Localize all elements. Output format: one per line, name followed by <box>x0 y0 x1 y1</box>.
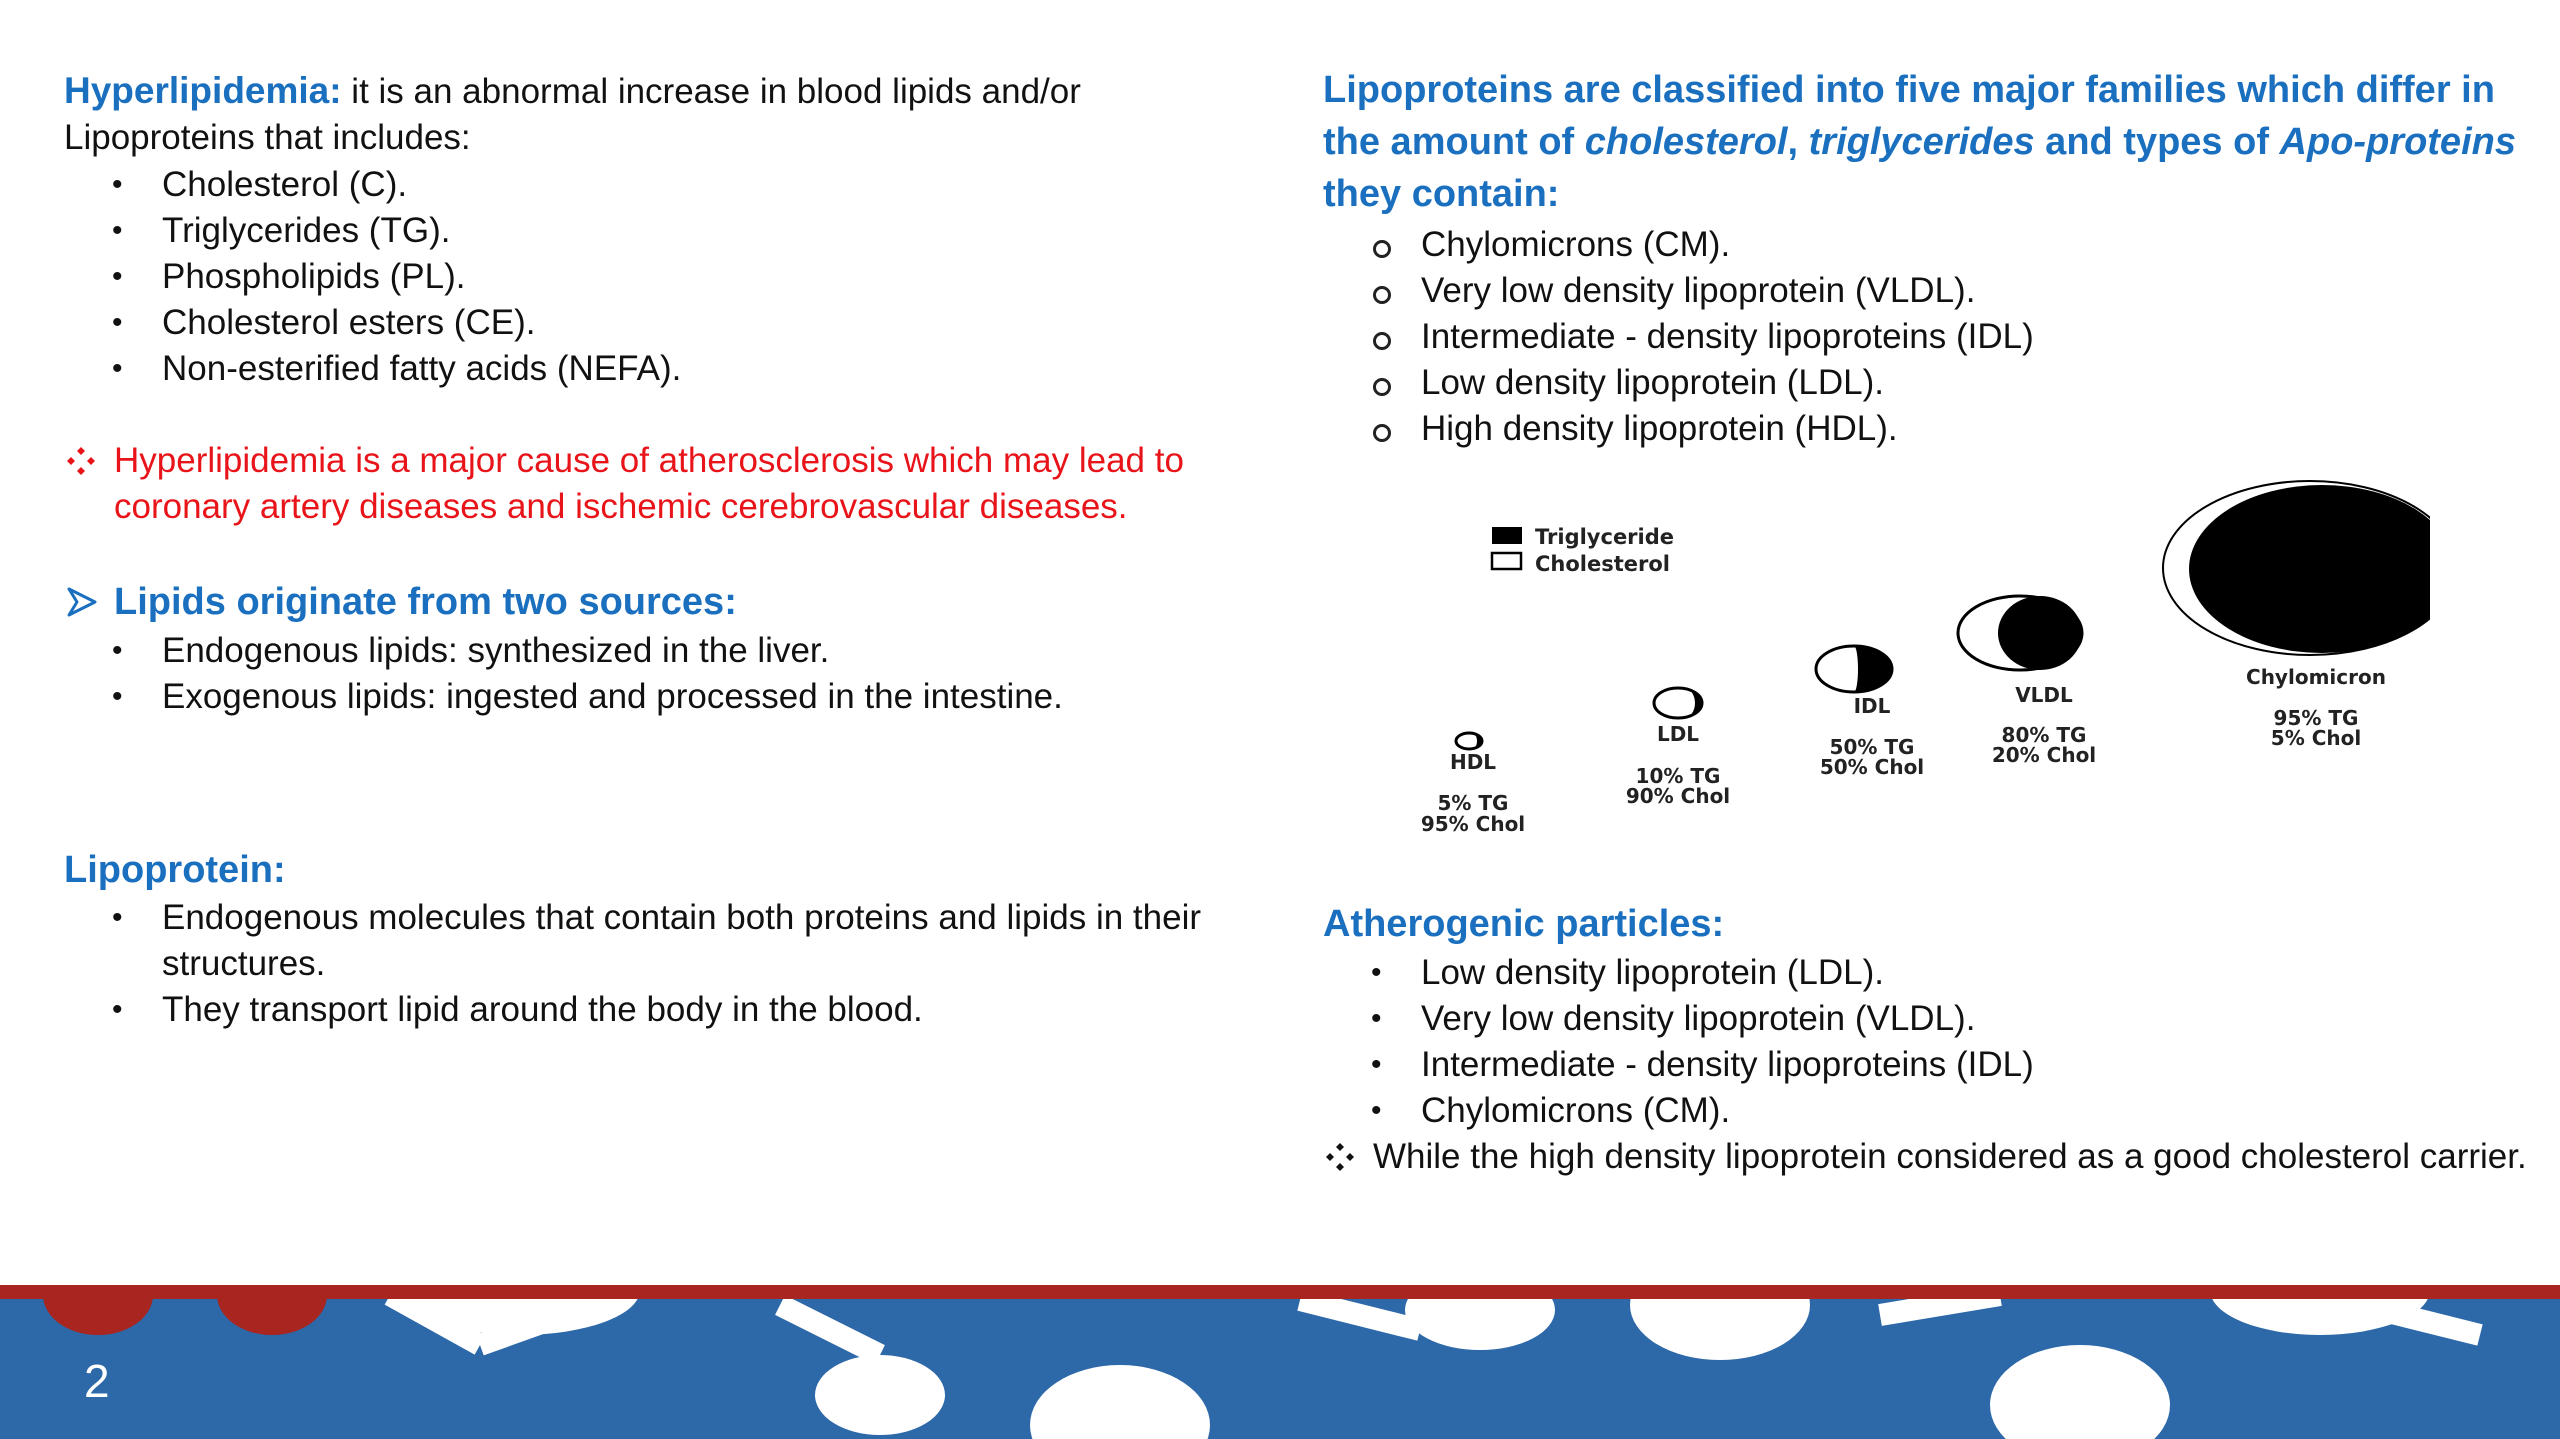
chylomicron-tg-label: 95% TG <box>2273 706 2359 730</box>
list-item: • They transport lipid around the body in the blood. <box>64 987 1264 1033</box>
hdl-note <box>1323 1134 2558 1180</box>
idl-chol-label: 50% Chol <box>1819 755 1925 779</box>
triglyceride-legend-label: Triglyceride <box>1535 525 1675 549</box>
hyperlipidemia-term: Hyperlipidemia: <box>64 70 342 111</box>
lipoprotein-item-1-line-1: Endogenous molecules that contain both proteins and lipids in their <box>162 898 1202 937</box>
vldl-chol-label: 20% Chol <box>1991 743 2097 767</box>
families-line-2a: the amount of <box>1323 121 1585 163</box>
lipoprotein-composition-diagram <box>1380 465 2430 845</box>
hyperlipidemia-definition-text: it is an abnormal increase in blood lipids and/or <box>341 72 1081 111</box>
diamond-bullet-icon <box>66 446 96 476</box>
lipoprotein-item-1-line-2: structures. <box>162 944 326 983</box>
list-item: High density lipoprotein (HDL). <box>1323 406 2553 452</box>
vldl-particle-icon <box>1958 596 2082 670</box>
families-heading <box>1323 64 2553 220</box>
chylomicron-label: Chylomicron <box>2246 665 2386 689</box>
families-apoproteins-term: Apo-proteins <box>2279 121 2516 163</box>
chylomicron-particle-icon <box>2163 481 2430 655</box>
lipid-sources-list <box>64 628 1264 720</box>
idl-particle-icon <box>1816 646 1892 692</box>
lipoprotein-heading: Lipoprotein: <box>64 849 286 891</box>
list-item: Low density lipoprotein (LDL). <box>1323 360 2553 406</box>
ldl-label: LDL <box>1656 722 1700 746</box>
warning-note <box>64 438 1264 530</box>
lipid-types-list <box>64 162 1264 392</box>
atherogenic-heading: Atherogenic particles: <box>1323 903 1725 945</box>
page-number: 2 <box>84 1355 110 1407</box>
hdl-label: HDL <box>1449 750 1497 774</box>
cholesterol-legend-swatch <box>1492 553 1521 569</box>
cholesterol-legend-label: Cholesterol <box>1535 552 1670 576</box>
vldl-label: VLDL <box>2015 683 2073 707</box>
families-triglycerides-term: triglycerides <box>1808 121 2035 163</box>
lipid-sources-section <box>64 576 1264 628</box>
families-line-1: Lipoproteins are classified into five major families which differ in <box>1323 69 2495 111</box>
lipoprotein-list <box>64 895 1264 1033</box>
chylomicron-chol-label: 5% Chol <box>2270 726 2362 750</box>
idl-label: IDL <box>1853 694 1891 718</box>
diamond-bullet-icon <box>1325 1142 1355 1172</box>
families-cholesterol-term: cholesterol <box>1584 121 1788 163</box>
list-item: • Intermediate - density lipoproteins (IDL) <box>1323 1042 2553 1088</box>
families-line-3: they contain: <box>1323 173 1560 215</box>
warning-line-2: coronary artery diseases and ischemic cerebrovascular diseases. <box>114 487 1128 526</box>
warning-line-1: Hyperlipidemia is a major cause of atherosclerosis which may lead to <box>114 441 1184 480</box>
ldl-chol-label: 90% Chol <box>1625 784 1731 808</box>
list-item <box>64 895 1264 987</box>
idl-tg-label: 50% TG <box>1829 735 1915 759</box>
hdl-particle-icon <box>1456 733 1482 749</box>
list-item: • Cholesterol esters (CE). <box>64 300 1264 346</box>
lipid-sources-heading: Lipids originate from two sources: <box>114 581 737 623</box>
hdl-chol-label: 95% Chol <box>1420 812 1526 836</box>
list-item: • Non-esterified fatty acids (NEFA). <box>64 346 1264 392</box>
ldl-tg-label: 10% TG <box>1635 764 1721 788</box>
list-item: Very low density lipoprotein (VLDL). <box>1323 268 2553 314</box>
vldl-tg-label: 80% TG <box>2001 723 2087 747</box>
lipoprotein-families-list <box>1323 222 2553 452</box>
list-item: • Cholesterol (C). <box>64 162 1264 208</box>
list-item: • Triglycerides (TG). <box>64 208 1264 254</box>
hyperlipidemia-definition <box>64 68 1264 161</box>
triglyceride-legend-swatch <box>1492 527 1522 544</box>
list-item: • Low density lipoprotein (LDL). <box>1323 950 2553 996</box>
list-item: • Very low density lipoprotein (VLDL). <box>1323 996 2553 1042</box>
ldl-particle-icon <box>1654 688 1702 718</box>
list-item: • Exogenous lipids: ingested and processed in the intestine. <box>64 674 1264 720</box>
list-item: • Endogenous lipids: synthesized in the liver. <box>64 628 1264 674</box>
arrowhead-bullet-icon <box>66 586 98 618</box>
families-line-2c: , <box>1787 121 1809 163</box>
hdl-tg-label: 5% TG <box>1437 791 1509 815</box>
list-item: • Phospholipids (PL). <box>64 254 1264 300</box>
list-item: • Chylomicrons (CM). <box>1323 1088 2553 1134</box>
hdl-note-text: While the high density lipoprotein considered as a good cholesterol carrier. <box>1373 1137 2527 1176</box>
molecule-pattern-decoration <box>0 1285 2560 1439</box>
footer-banner <box>0 1285 2560 1439</box>
families-line-2e: and types of <box>2034 121 2280 163</box>
list-item: Intermediate - density lipoproteins (IDL) <box>1323 314 2553 360</box>
list-item: Chylomicrons (CM). <box>1323 222 2553 268</box>
hyperlipidemia-definition-cont: Lipoproteins that includes: <box>64 118 471 157</box>
atherogenic-list <box>1323 950 2553 1134</box>
